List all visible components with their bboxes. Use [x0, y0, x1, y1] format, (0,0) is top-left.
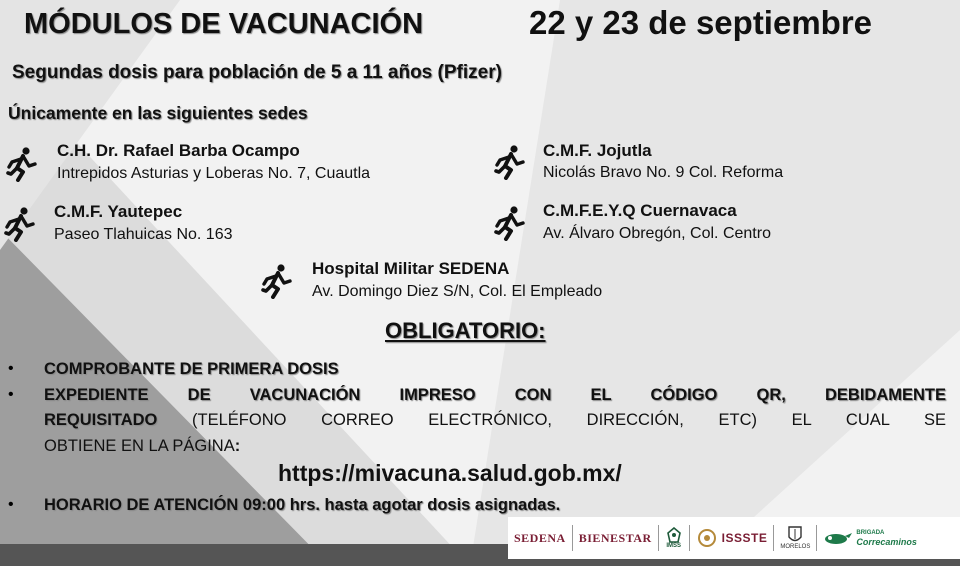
bullet: •	[8, 386, 14, 403]
poster-date: 22 y 23 de septiembre	[529, 4, 873, 41]
institution-logos	[508, 517, 960, 559]
logo-divider	[572, 525, 573, 551]
site-name-cuautla: C.H. Dr. Rafael Barba Ocampo	[57, 141, 300, 160]
requirement-record-line1-text: EXPEDIENTE DE VACUNACIÓN IMPRESO CON EL CÓDIGO QR, DEBIDAMENTE	[44, 386, 946, 404]
issste-emblem-icon	[696, 528, 718, 548]
requirement-first-dose-text: COMPROBANTE DE PRIMERA DOSIS	[44, 360, 339, 378]
requirement-record-details: (TELÉFONO CORREO ELECTRÓNICO, DIRECCIÓN, ETC) EL CUAL SE	[157, 411, 946, 429]
issste-logo: ISSSTE	[696, 528, 768, 548]
logo-divider	[816, 525, 817, 551]
logo-divider	[773, 525, 774, 551]
requirement-record-colon: :	[234, 437, 241, 455]
poster-subtitle: Segundas dosis para población de 5 a 11 años (Pfizer)	[12, 62, 502, 83]
bullet: •	[8, 496, 14, 513]
morelos-shield-icon	[787, 526, 803, 544]
running-person-icon	[261, 263, 293, 299]
site-name-cuernavaca: C.M.F.E.Y.Q Cuernavaca	[543, 201, 737, 220]
site-name-jojutla: C.M.F. Jojutla	[543, 141, 652, 160]
requirement-record-page-text: OBTIENE EN LA PÁGINA	[44, 437, 235, 455]
requirement-record-line1	[44, 383, 946, 408]
site-address-cuernavaca: Av. Álvaro Obregón, Col. Centro	[543, 225, 771, 242]
requirement-hours-text: HORARIO DE ATENCIÓN 09:00 hrs. hasta agotar dosis asignadas.	[44, 496, 561, 514]
site-address-jojutla: Nicolás Bravo No. 9 Col. Reforma	[543, 164, 784, 181]
imss-logo: IMSS	[665, 527, 683, 549]
site-name-yautepec: C.M.F. Yautepec	[54, 202, 183, 221]
requirement-hours	[44, 493, 946, 518]
logo-divider	[689, 525, 690, 551]
site-address-hospital-militar: Av. Domingo Diez S/N, Col. El Empleado	[312, 283, 603, 300]
requirements-heading: OBLIGATORIO:	[385, 318, 546, 343]
site-name-hospital-militar: Hospital Militar SEDENA	[312, 259, 510, 278]
site-address-cuautla: Intrepidos Asturias y Loberas No. 7, Cuautla	[57, 165, 371, 182]
running-person-icon	[494, 144, 526, 180]
morelos-logo: MORELOS	[780, 526, 810, 550]
poster-title: MÓDULOS DE VACUNACIÓN	[24, 8, 424, 40]
running-person-icon	[6, 146, 38, 182]
bullet: •	[8, 360, 14, 377]
brigada-correcaminos-logo: BRIGADA Correcaminos	[823, 529, 917, 547]
locations-intro: Únicamente en las siguientes sedes	[8, 103, 308, 123]
requirement-record-line2	[44, 408, 946, 433]
requirement-first-dose	[44, 357, 946, 382]
requirement-record-bold: REQUISITADO	[44, 411, 158, 429]
running-person-icon	[4, 206, 36, 242]
roadrunner-icon	[823, 530, 853, 546]
vaccine-website-url[interactable]: https://mivacuna.salud.gob.mx/	[278, 460, 622, 486]
running-person-icon	[494, 205, 526, 241]
sedena-logo: SEDENA	[514, 530, 566, 545]
site-address-yautepec: Paseo Tlahuicas No. 163	[54, 226, 233, 243]
requirement-record-line3	[44, 434, 946, 459]
bienestar-logo: BIENESTAR	[578, 530, 652, 545]
imss-eagle-icon	[665, 527, 683, 543]
logo-divider	[658, 525, 659, 551]
